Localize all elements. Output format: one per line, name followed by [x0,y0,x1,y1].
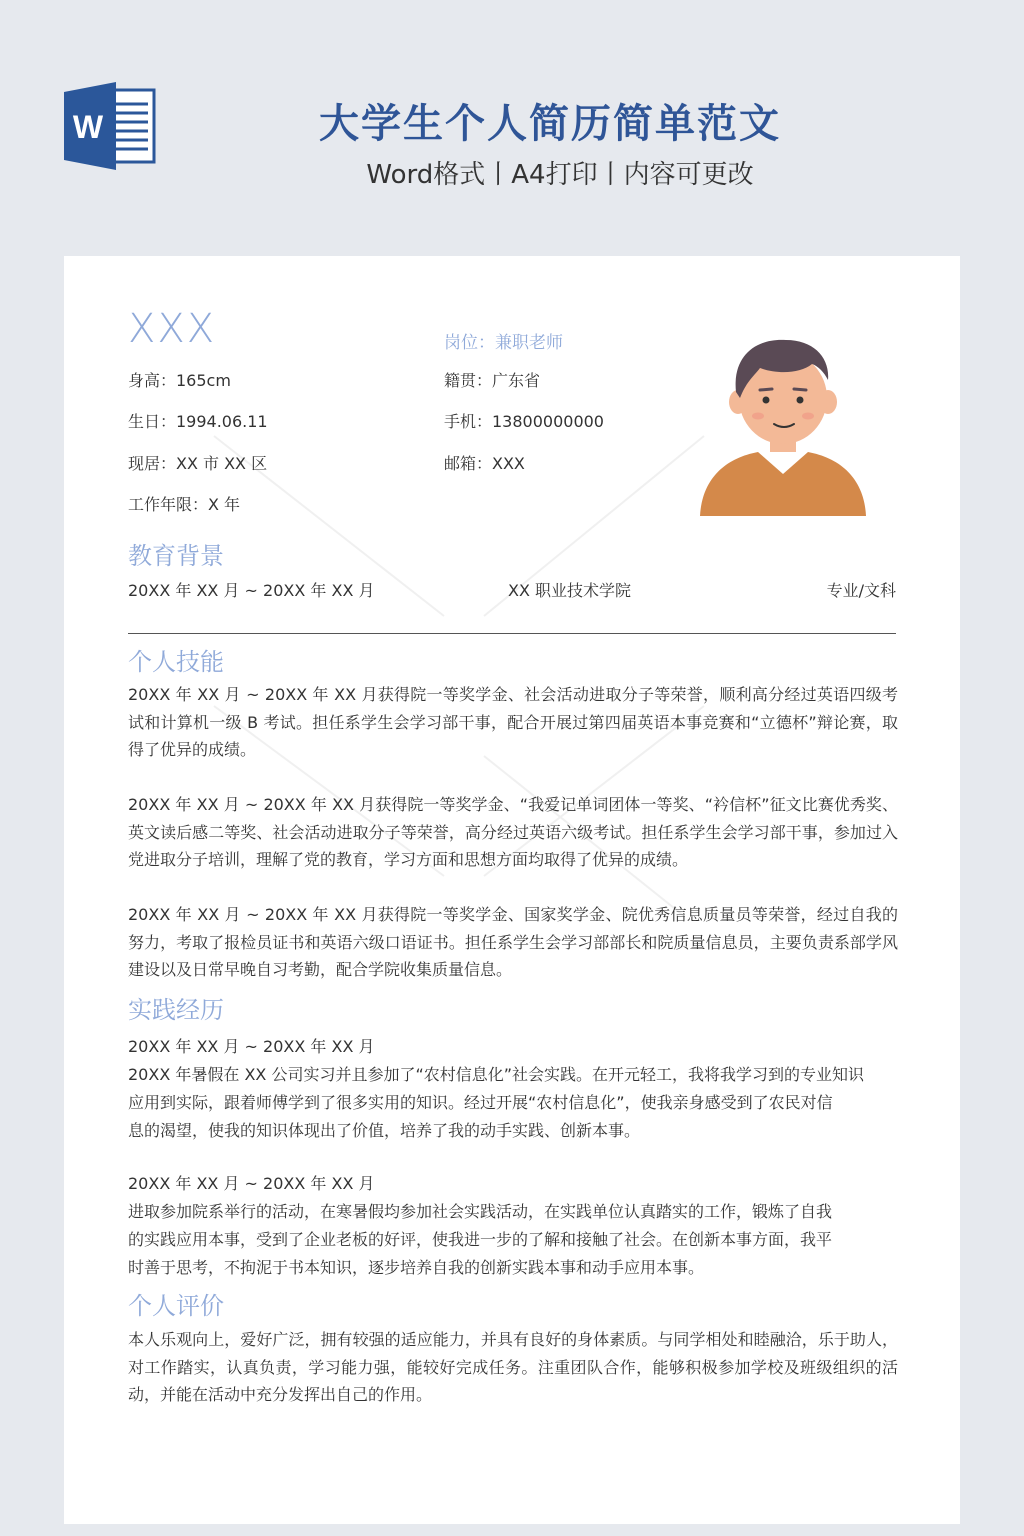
practice-line-2-2: 的实践应用本事，受到了企业老板的好评，使我进一步的了解和接触了社会。在创新本事方面，我平 [128,1230,833,1249]
word-logo-letter: W [72,109,104,145]
page-title: 大学生个人简历简单范文 [319,101,781,147]
info-hometown: 籍贯：广东省 [444,371,541,390]
section-divider [128,633,896,634]
section-title-practice: 实践经历 [128,996,224,1024]
info-birthday: 生日：1994.06.11 [128,412,268,431]
education-major: 专业/文科 [826,581,896,600]
education-period: 20XX 年 XX 月 ~ 20XX 年 XX 月 [128,581,375,600]
practice-line-2-3: 时善于思考，不拘泥于书本知识，逐步培养自我的创新实践本事和动手应用本事。 [128,1258,705,1277]
practice-line-2-1: 进取参加院系举行的活动，在寒暑假均参加社会实践活动，在实践单位认真踏实的工作，锻炼了自我 [128,1202,833,1221]
info-residence: 现居：XX 市 XX 区 [128,454,268,473]
page-subtitle: Word格式丨A4打印丨内容可更改 [366,160,754,190]
info-email: 邮箱：XXX [444,454,525,473]
resume-paper [64,256,960,1524]
avatar-illustration [696,328,870,516]
section-title-skills: 个人技能 [128,648,224,676]
job-position: 岗位：兼职老师 [444,333,563,353]
practice-period-2: 20XX 年 XX 月 ~ 20XX 年 XX 月 [128,1174,375,1193]
candidate-name: XXX [128,306,217,352]
practice-line-1-2: 应用到实际，跟着师傅学到了很多实用的知识。经过开展“农村信息化”，使我亲身感受到了农民对信 [128,1093,833,1112]
education-row [128,578,896,602]
education-school: XX 职业技术学院 [508,581,632,600]
skills-paragraph-2: 20XX 年 XX 月 ~ 20XX 年 XX 月获得院一等奖学金、“我爱记单词团体一等奖、“衿信杯”征文比赛优秀奖、英文读后感二等奖、社会活动进取分子等荣誉，高分经过英语六级考试。担任系学生会学习部干事，参加过入党进取分子培训，理解了党的教育，学习方面和思想方面均取得了优异的成绩。 [128,795,898,869]
practice-line-1-1: 20XX 年暑假在 XX 公司实习并且参加了“农村信息化”社会实践。在开元轻工，我将我学习到的专业知识 [128,1065,865,1084]
practice-line-1-3: 息的渴望，使我的知识体现出了价值，培养了我的动手实践、创新本事。 [128,1121,641,1140]
section-title-evaluation: 个人评价 [128,1292,224,1320]
section-title-education: 教育背景 [128,542,224,570]
info-height: 身高：165cm [128,371,231,390]
info-phone: 手机：13800000000 [444,412,604,431]
info-work-years: 工作年限：X 年 [128,495,241,514]
skills-paragraph-3: 20XX 年 XX 月 ~ 20XX 年 XX 月获得院一等奖学金、国家奖学金、院优秀信息质量员等荣誉，经过自我的努力，考取了报检员证书和英语六级口语证书。担任系学生会学习部部长和院质量信息员，主要负责系部学风建设以及日常早晚自习考勤，配合学院收集质量信息。 [128,905,898,979]
skills-paragraph-1: 20XX 年 XX 月 ~ 20XX 年 XX 月获得院一等奖学金、社会活动进取分子等荣誉，顺利高分经过英语四级考试和计算机一级 B 考试。担任系学生会学习部干事，配合开展过第四届英语本事竞赛和“立德杯”辩论赛，取得了优异的成绩。 [128,685,898,759]
practice-period-1: 20XX 年 XX 月 ~ 20XX 年 XX 月 [128,1037,375,1056]
evaluation-paragraph: 本人乐观向上，爱好广泛，拥有较强的适应能力，并具有良好的身体素质。与同学相处和睦融洽，乐于助人，对工作踏实，认真负责，学习能力强，能较好完成任务。注重团队合作，能够积极参加学校及班级组织的活动，并能在活动中充分发挥出自己的作用。 [128,1330,898,1404]
